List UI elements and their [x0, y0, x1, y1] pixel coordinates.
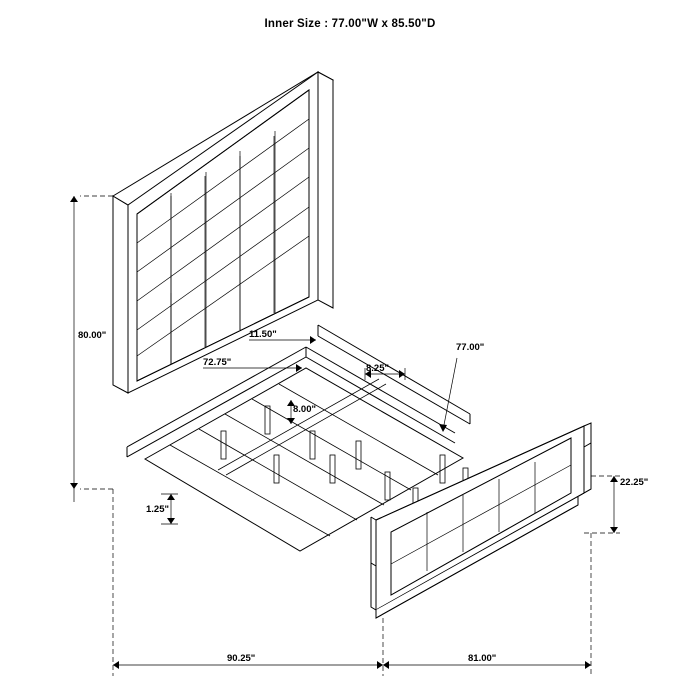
dim-label-overall-depth: 90.25" [227, 653, 256, 664]
dim-label-headboard-height: 80.00" [78, 330, 107, 341]
footboard [371, 423, 591, 618]
dim-label-footboard-height: 22.25" [620, 477, 649, 488]
dim-label-rail-offset: 11.50" [249, 329, 277, 340]
dim-label-slat-height: 8.00" [293, 404, 316, 415]
dim-label-inner-width: 77.00" [456, 342, 485, 353]
dim-label-rail-thickness: 1.25" [146, 504, 169, 515]
dim-7700-leader [443, 358, 457, 430]
page-title: Inner Size : 77.00"W x 85.50"D [264, 18, 436, 30]
dim-label-headboard-panel-width: 72.75" [203, 357, 232, 368]
dim-label-slat-side-gap: 8.25" [366, 363, 389, 374]
dim-label-overall-width: 81.00" [468, 653, 497, 664]
